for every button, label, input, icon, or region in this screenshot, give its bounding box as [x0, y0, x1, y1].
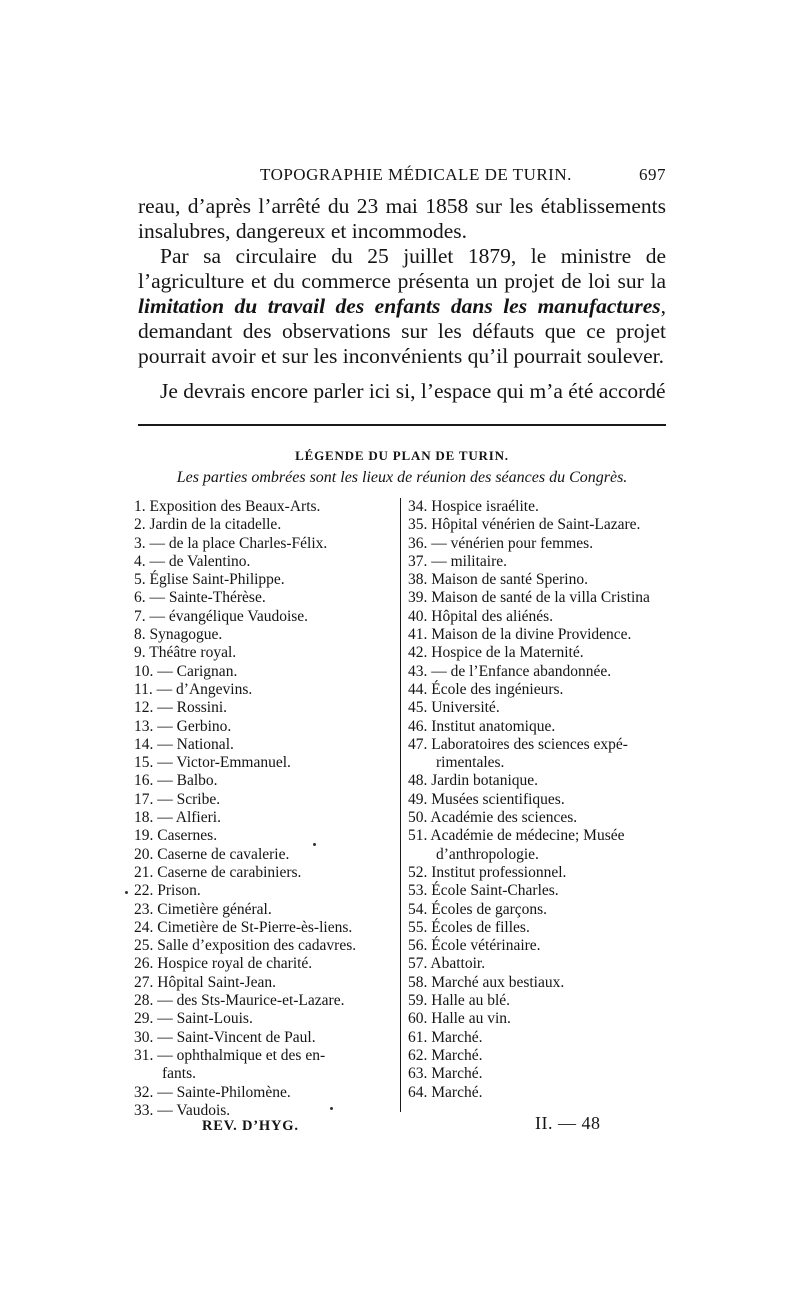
legend-entry: 64. Marché. [408, 1083, 483, 1101]
legend-entry: 20. Caserne de cavalerie. [134, 845, 290, 863]
legend-entry: 60. Halle au vin. [408, 1010, 511, 1028]
legend-entry: 21. Caserne de carabiniers. [134, 863, 302, 881]
print-speck [125, 891, 128, 894]
running-title: TOPOGRAPHIE MÉDICALE DE TURIN. [260, 165, 572, 184]
legend-entry: 26. Hospice royal de charité. [134, 955, 313, 973]
legend-entry: 9. Théâtre royal. [134, 644, 237, 662]
body-text [138, 194, 666, 404]
legend-entry: 42. Hospice de la Maternité. [408, 644, 584, 662]
legend-entry: 4. — de Valentino. [134, 552, 251, 570]
legend-entry: 7. — évangélique Vaudoise. [134, 607, 309, 625]
print-speck [330, 1107, 333, 1110]
legend-entry: 45. Université. [408, 699, 500, 717]
legend-entry: 28. — des Sts-Maurice-et-Lazare. [134, 992, 345, 1010]
legend-entry: 17. — Scribe. [134, 790, 221, 808]
legend-entry: 57. Abattoir. [408, 955, 486, 973]
legend-entry: 36. — vénérien pour femmes. [408, 534, 594, 552]
legend-entry: 41. Maison de la divine Providence. [408, 626, 632, 644]
legend-entry: 39. Maison de santé de la villa Cristina [408, 589, 650, 607]
legend-entry: 46. Institut anatomique. [408, 717, 556, 735]
legend-entry: 18. — Alfieri. [134, 809, 221, 827]
legend-entry: d’anthropologie. [436, 845, 539, 863]
legend-subtitle: Les parties ombrées sont les lieux de réunion des séances du Congrès. [176, 469, 628, 486]
legend-entry: 31. — ophthalmique et des en- [134, 1046, 326, 1064]
legend-entry: 2. Jardin de la citadelle. [134, 516, 282, 534]
legend-column-right [408, 498, 670, 1102]
legend-entry: 50. Académie des sciences. [408, 809, 578, 827]
legend-entry: 48. Jardin botanique. [408, 772, 539, 790]
footer-signature: II. — 48 [535, 1113, 601, 1133]
legend-entry: 12. — Rossini. [134, 699, 228, 717]
legend-entry: 47. Laboratoires des sciences expé- [408, 735, 628, 753]
paragraph-2-end: , demandant des observations sur les défauts que ce projet pourrait avoir et sur les inconvénients qu’il pourrait soulever. [138, 294, 666, 368]
legend-entry: 1. Exposition des Beaux-Arts. [134, 498, 321, 515]
legend-entry: 40. Hôpital des aliénés. [408, 607, 554, 625]
legend-entry: 62. Marché. [408, 1046, 483, 1064]
legend-title: LÉGENDE DU PLAN DE TURIN. [295, 448, 509, 463]
legend-entry: 24. Cimetière de St-Pierre-ès-liens. [134, 918, 353, 936]
paragraph-1: reau, d’après l’arrêté du 23 mai 1858 sur les établissements insalubres, dangereux et incommodes. [138, 194, 666, 243]
legend-entry: 49. Musées scientifiques. [408, 790, 565, 808]
legend-entry: rimentales. [436, 754, 505, 772]
legend-entry: 11. — d’Angevins. [134, 680, 253, 698]
legend-entry: 22. Prison. [134, 882, 201, 900]
legend-entry: 13. — Gerbino. [134, 717, 232, 735]
legend-entry: 29. — Saint-Louis. [134, 1010, 253, 1028]
legend-entry: 56. École vétérinaire. [408, 937, 541, 955]
legend-entry: 55. Écoles de filles. [408, 918, 530, 936]
legend-entry: 3. — de la place Charles-Félix. [134, 534, 328, 552]
legend-entry: 15. — Victor-Emmanuel. [134, 754, 291, 772]
legend-entry: fants. [162, 1065, 197, 1083]
legend-entry: 34. Hospice israélite. [408, 498, 539, 515]
legend-entry: 53. École Saint-Charles. [408, 882, 559, 900]
legend-entry: 44. École des ingénieurs. [408, 680, 564, 698]
legend-entry: 58. Marché aux bestiaux. [408, 973, 565, 991]
legend-entry: 54. Écoles de garçons. [408, 900, 548, 918]
legend-entry: 35. Hôpital vénérien de Saint-Lazare. [408, 516, 641, 534]
legend-entry: 19. Casernes. [134, 827, 218, 845]
legend-entry: 30. — Saint-Vincent de Paul. [134, 1028, 316, 1046]
legend-entry: 25. Salle d’exposition des cadavres. [134, 937, 357, 955]
legend-entry: 59. Halle au blé. [408, 992, 511, 1010]
legend-entry: 61. Marché. [408, 1028, 483, 1046]
legend-entry: 32. — Sainte-Philomène. [134, 1083, 291, 1101]
section-rule [138, 424, 666, 426]
legend-column-left [134, 498, 396, 1120]
footer-journal: REV. D’HYG. [202, 1118, 299, 1134]
legend-entry: 37. — militaire. [408, 552, 508, 570]
paragraph-2-emphasis: limitation du travail des enfants dans les manufactures [138, 294, 661, 318]
print-speck [313, 843, 316, 846]
legend-entry: 6. — Sainte-Thérèse. [134, 589, 266, 607]
legend-entry: 16. — Balbo. [134, 772, 218, 790]
legend-entry: 23. Cimetière général. [134, 900, 272, 918]
paragraph-2 [138, 244, 666, 369]
column-divider [400, 498, 401, 1112]
legend-entry: 14. — National. [134, 735, 234, 753]
legend-entry: 27. Hôpital Saint-Jean. [134, 973, 277, 991]
legend-entry: 52. Institut professionnel. [408, 863, 567, 881]
legend-entry: 33. — Vaudois. [134, 1101, 231, 1119]
legend-entry: 38. Maison de santé Sperino. [408, 571, 588, 589]
legend-entry: 63. Marché. [408, 1065, 483, 1083]
legend-entry: 51. Académie de médecine; Musée [408, 827, 625, 845]
legend-entry: 10. — Carignan. [134, 662, 238, 680]
legend-entry: 5. Église Saint-Philippe. [134, 571, 285, 589]
paragraph-3: Je devrais encore parler ici si, l’espace qui m’a été accordé [160, 379, 666, 403]
paragraph-2-start: Par sa circulaire du 25 juillet 1879, le ministre de l’agriculture et du commerce présenta un projet de loi sur la [138, 244, 666, 293]
page-number: 697 [639, 165, 666, 184]
legend-entry: 43. — de l’Enfance abandonnée. [408, 662, 612, 680]
legend-entry: 8. Synagogue. [134, 626, 223, 644]
